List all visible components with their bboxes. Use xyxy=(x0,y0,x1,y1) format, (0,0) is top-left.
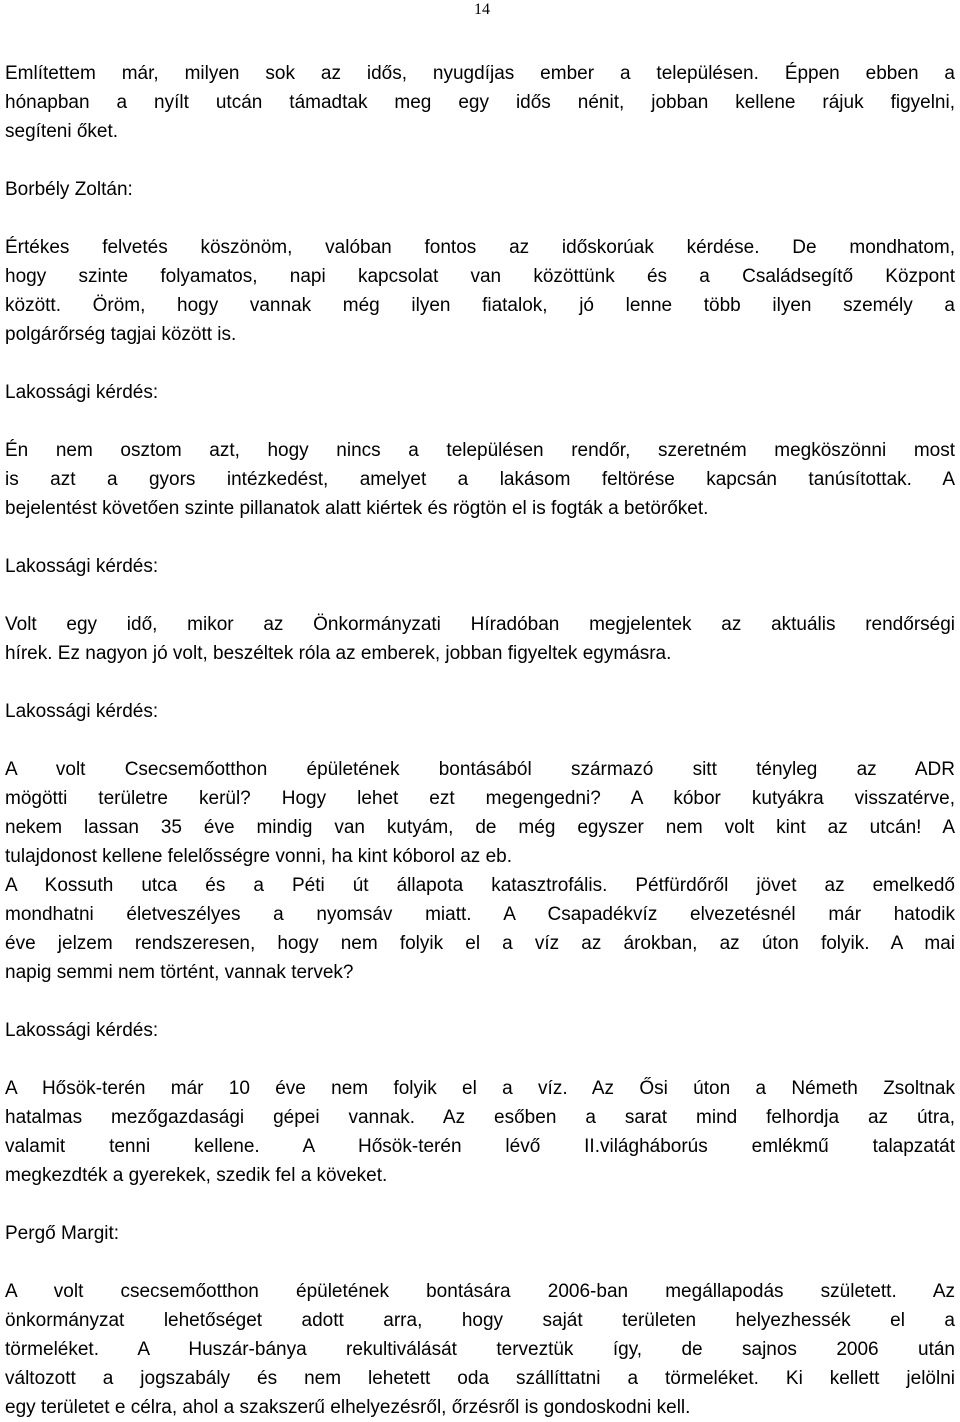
text-line: A Hősök-terén már 10 éve nem folyik el a víz. Az Ősi úton a Németh Zsoltnak xyxy=(5,1078,955,1099)
page-number: 14 xyxy=(474,1,490,18)
text-line: segíteni őket. xyxy=(5,121,119,142)
text-line: polgárőrség tagjai között is. xyxy=(5,324,237,345)
text-line: A volt csecsemőotthon épületének bontására 2006-ban megállapodás született. Az xyxy=(5,1281,955,1302)
text-line: Értékes felvetés köszönöm, valóban fontos az időskorúak kérdése. De mondhatom, xyxy=(5,237,955,258)
speaker-label xyxy=(5,697,955,726)
paragraph xyxy=(5,233,955,349)
text-line: Lakossági kérdés: xyxy=(5,701,159,722)
speaker-label xyxy=(5,378,955,407)
text-line: éve jelzem rendszeresen, hogy nem folyik el a víz az árokban, az úton folyik. A mai xyxy=(5,933,955,954)
text-line: Lakossági kérdés: xyxy=(5,382,159,403)
paragraph xyxy=(5,1074,955,1190)
text-line: hogy szinte folyamatos, napi kapcsolat van közöttünk és a Családsegítő Központ xyxy=(5,266,955,287)
text-line: hírek. Ez nagyon jó volt, beszéltek róla az emberek, jobban figyeltek egymásra. xyxy=(5,643,672,664)
text-line: Lakossági kérdés: xyxy=(5,1020,159,1041)
text-line: hónapban a nyílt utcán támadtak meg egy idős nénit, jobban kellene rájuk figyelni, xyxy=(5,92,955,113)
document-body xyxy=(5,59,955,1422)
text-line: Én nem osztom azt, hogy nincs a településen rendőr, szeretném megköszönni most xyxy=(5,440,955,461)
text-line: tulajdonost kellene felelősségre vonni, ha kint kóborol az eb. xyxy=(5,846,512,867)
speaker-label xyxy=(5,1219,955,1248)
text-line: A Kossuth utca és a Péti út állapota katasztrofális. Pétfürdőről jövet az emelkedő xyxy=(5,875,955,896)
text-line: Említettem már, milyen sok az idős, nyugdíjas ember a településen. Éppen ebben a xyxy=(5,63,955,84)
paragraph xyxy=(5,436,955,523)
text-line: is azt a gyors intézkedést, amelyet a lakásom feltörése kapcsán tanúsítottak. A xyxy=(5,469,955,490)
speaker-label xyxy=(5,175,955,204)
paragraph xyxy=(5,755,955,987)
text-line: egy területet e célra, ahol a szakszerű elhelyezésről, őrzésről is gondoskodni kell. xyxy=(5,1397,691,1418)
text-line: Borbély Zoltán: xyxy=(5,179,133,200)
paragraph xyxy=(5,610,955,668)
text-line: változott a jogszabály és nem lehetett oda szállíttatni a törmeléket. Ki kellett jelölni xyxy=(5,1368,955,1389)
text-line: között. Öröm, hogy vannak még ilyen fiatalok, jó lenne több ilyen személy a xyxy=(5,295,955,316)
text-line: mondhatni életveszélyes a nyomsáv miatt. A Csapadékvíz elvezetésnél már hatodik xyxy=(5,904,955,925)
text-line: Volt egy idő, mikor az Önkormányzati Híradóban megjelentek az aktuális rendőrségi xyxy=(5,614,955,635)
speaker-label xyxy=(5,552,955,581)
text-line: önkormányzat lehetőséget adott arra, hogy saját területen helyezhessék el a xyxy=(5,1310,955,1331)
speaker-label xyxy=(5,1016,955,1045)
paragraph xyxy=(5,59,955,146)
text-line: bejelentést követően szinte pillanatok alatt kiértek és rögtön el is fogták a betörőket. xyxy=(5,498,709,519)
text-line: törmeléket. A Huszár-bánya rekultiválását terveztük így, de sajnos 2006 után xyxy=(5,1339,955,1360)
text-line: Pergő Margit: xyxy=(5,1223,120,1244)
paragraph xyxy=(5,1277,955,1422)
text-line: napig semmi nem történt, vannak tervek? xyxy=(5,962,354,983)
text-line: megkezdték a gyerekek, szedik fel a köveket. xyxy=(5,1165,388,1186)
text-line: valamit tenni kellene. A Hősök-terén lévő II.világháborús emlékmű talapzatát xyxy=(5,1136,955,1157)
text-line: Lakossági kérdés: xyxy=(5,556,159,577)
text-line: nekem lassan 35 éve mindig van kutyám, de még egyszer nem volt kint az utcán! A xyxy=(5,817,955,838)
text-line: mögötti területre kerül? Hogy lehet ezt megengedni? A kóbor kutyákra visszatérve, xyxy=(5,788,955,809)
text-line: A volt Csecsemőotthon épületének bontásából származó sitt tényleg az ADR xyxy=(5,759,955,780)
text-line: hatalmas mezőgazdasági gépei vannak. Az esőben a sarat mind felhordja az útra, xyxy=(5,1107,955,1128)
